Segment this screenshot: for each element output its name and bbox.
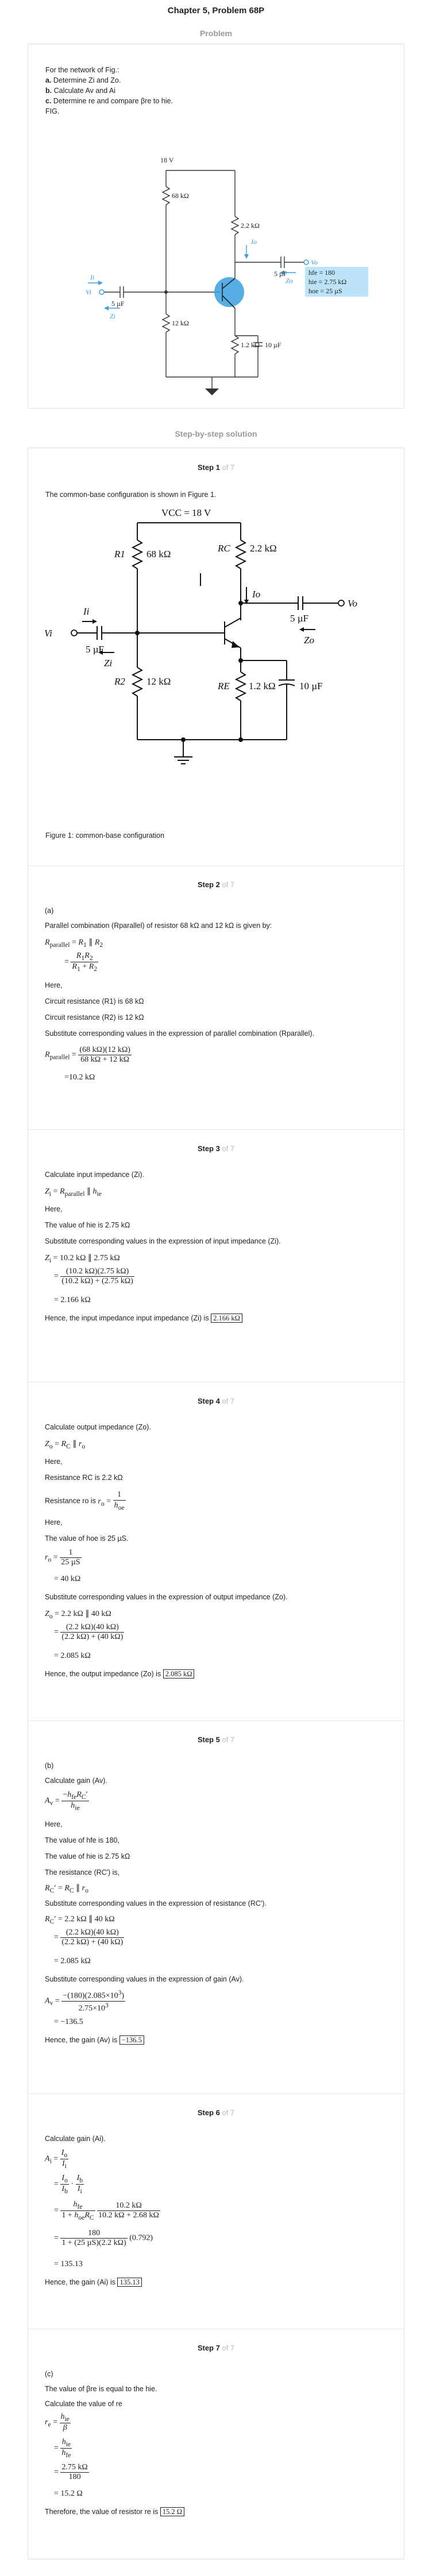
s1-vi: Vi	[44, 628, 52, 639]
eq-rparallel-frac: = $\frac{R_1R_2}{R_1 + R_2}$	[64, 951, 98, 973]
eq-zo-result: = 2.085 kΩ	[54, 1652, 91, 1660]
fig-re: 1.2 kΩ	[241, 341, 260, 349]
step-4-line-2: Resistance RC is 2.2 kΩ	[45, 1474, 123, 1482]
s1-ce: 10 µF	[299, 681, 323, 691]
problem-heading: Problem	[199, 29, 232, 38]
solution-heading: Step-by-step solution	[175, 429, 257, 438]
step-3-line-3: Substitute corresponding values in the expression of input impedance (Zi).	[45, 1237, 281, 1245]
step-5-line-1: Calculate gain (Av).	[45, 1777, 107, 1785]
s1-zi: Zi	[104, 658, 113, 669]
eq-rparallel-sub: $R_{parallel}$ = $\frac{(68 k\Omega)(12 k\Omega)}{68 k\Omega + 12 k\Omega}$	[45, 1046, 130, 1064]
step-2-title: Step 2 of 7	[197, 880, 235, 889]
s1-cin: 5 µF	[86, 644, 104, 655]
eq-ai-def: $A_i$ = $\frac{I_o}{I_i}$	[45, 2148, 68, 2170]
step-5-line-5: Substitute corresponding values in the expression of resistance (RC′).	[45, 1899, 267, 1907]
step-7	[28, 2329, 404, 2558]
eq-rparallel-result: =10.2 kΩ	[64, 1073, 95, 1082]
s1-rc-value: 2.2 kΩ	[250, 543, 277, 554]
zi-answer: 2.166 kΩ	[211, 1314, 242, 1323]
s1-vo: Vo	[348, 598, 357, 609]
fig-cout: 5 µF	[274, 270, 287, 278]
fig-param-hie: hie = 2.75 kΩ	[308, 278, 347, 286]
fig-zi: Zi	[110, 312, 116, 320]
part-b-text: Calculate Av and Ai	[53, 87, 116, 95]
fig-vo: Vo	[311, 258, 318, 266]
step-1-text: The common-base configuration is shown in Figure 1.	[45, 491, 217, 499]
fig-zo: Zo	[286, 277, 293, 285]
eq-ai-formula: = $\frac{h_{fe}}{1 + h_{oe}R_C}$ $\frac{10.2 k\Omega}{10.2 k\Omega + 2.68 k\Omega}$	[54, 2200, 159, 2221]
problem-fig-label: FIG.	[45, 107, 60, 115]
step-4-line-4: The value of hoe is 25 µS.	[45, 1534, 129, 1543]
step-5	[28, 1720, 404, 2093]
fig-param-hoe: hoe = 25 µS	[308, 287, 342, 295]
step-3-here: Here,	[45, 1205, 63, 1213]
eq-zi-sub: $Z_i = 10.2$ kΩ ∥ 2.75 kΩ	[45, 1254, 120, 1264]
zo-answer: 2.085 kΩ	[163, 1669, 195, 1679]
step-4-line-5: Substitute corresponding values in the expression of output impedance (Zo).	[45, 1593, 288, 1601]
s1-re-value: 1.2 kΩ	[249, 681, 276, 691]
step-2-line-3: Circuit resistance (R2) is 12 kΩ	[45, 1013, 144, 1021]
problem-circuit	[28, 44, 405, 409]
eq-re-frac: = $\frac{h_{ie}}{h_{fe}}$	[54, 2438, 71, 2459]
step-6-line-1: Calculate gain (Ai).	[45, 2135, 106, 2143]
s1-r1: R1	[114, 549, 125, 560]
fig-r2: 12 kΩ	[172, 319, 189, 327]
fig-vi: Vi	[86, 288, 91, 296]
step-1-circuit	[28, 500, 405, 810]
step-2-here: Here,	[45, 981, 63, 989]
eq-zi-frac: = $\frac{(10.2 k\Omega)(2.75 k\Omega)}{(10.2 k\Omega) + (2.75 k\Omega)}$	[54, 1267, 133, 1285]
fig-ii: Ii	[90, 273, 95, 281]
s1-r2: R2	[114, 676, 125, 687]
page-title: Chapter 5, Problem 68P	[167, 6, 265, 15]
eq-zo-frac: = $\frac{(2.2 k\Omega)(40 k\Omega)}{(2.2 k\Omega) + (40 k\Omega)}$	[54, 1623, 124, 1641]
step-6	[28, 2093, 404, 2329]
eq-zo-sub: $Z_o = 2.2$ kΩ ∥ 40 kΩ	[45, 1610, 111, 1620]
eq-re-def: $r_e$ = $\frac{h_{ie}}{\beta}$	[45, 2412, 70, 2432]
step-4-title: Step 4 of 7	[197, 1397, 235, 1405]
s1-cout: 5 µF	[290, 613, 308, 624]
s1-r1-value: 68 kΩ	[146, 549, 171, 560]
eq-re-result: = 15.2 Ω	[54, 2489, 83, 2498]
part-a-text: Determine Zi and Zo.	[53, 76, 121, 84]
step-4-here-2: Here,	[45, 1518, 63, 1526]
step-7-line-2: Calculate the value of re	[45, 2400, 122, 2408]
s1-r2-value: 12 kΩ	[146, 676, 171, 687]
eq-re-sub: = $\frac{2.75 k\Omega}{180}$	[54, 2463, 88, 2481]
step-2-line-2: Circuit resistance (R1) is 68 kΩ	[45, 997, 144, 1005]
step-4-line-1: Calculate output impedance (Zo).	[45, 1423, 151, 1431]
step-5-line-2: The value of hfe is 180,	[45, 1836, 119, 1844]
eq-rc-sub: $R_C' = 2.2$ kΩ ∥ 40 kΩ	[45, 1915, 115, 1925]
s1-ii: Ii	[83, 606, 90, 617]
s1-rc: RC	[218, 543, 230, 554]
s1-io: Io	[252, 589, 261, 600]
step-6-title: Step 6 of 7	[197, 2108, 235, 2117]
eq-av-def: $A_v$ = $\frac{-h_{fe}R_C'}{h_{ie}}$	[45, 1790, 88, 1812]
fig-rc: 2.2 kΩ	[241, 222, 260, 230]
step-2-line-1: Parallel combination (Rparallel) of resistor 68 kΩ and 12 kΩ is given by:	[45, 922, 272, 930]
fig-io: Io	[251, 238, 257, 246]
s1-vcc: VCC = 18 V	[161, 507, 211, 518]
fig-cin: 5 µF	[111, 300, 125, 308]
step-4-final: Hence, the output impedance (Zo) is 2.085 kΩ	[45, 1669, 194, 1679]
eq-ai-sub: = $\frac{180}{\text{1 + (25 µS)(2.2 kΩ)}}$ (0.792)	[54, 2229, 153, 2247]
fig-vcc: 18 V	[160, 156, 174, 164]
eq-ro-sub: $r_o$ = $\frac{1}{\text{25 µS}}$	[45, 1548, 80, 1567]
step-4-line-3: Resistance ro is $r_o$ = $\frac{1}{h_{oe}}$	[45, 1490, 125, 1512]
step-7-title: Step 7 of 7	[197, 2344, 235, 2352]
eq-ai-result: = 135.13	[54, 2260, 83, 2268]
step-3-line-2: The value of hie is 2.75 kΩ	[45, 1221, 130, 1229]
step-4-here: Here,	[45, 1458, 63, 1466]
eq-ro-result: = 40 kΩ	[54, 1575, 81, 1583]
eq-zi-result: = 2.166 kΩ	[54, 1296, 91, 1304]
step-3-line-1: Calculate input impedance (Zi).	[45, 1171, 144, 1179]
av-answer: −136.5	[119, 2035, 144, 2045]
part-a-label: a.	[45, 76, 52, 84]
step-3-final: Hence, the input impedance input impedance (Zi) is 2.166 kΩ	[45, 1313, 242, 1323]
fig-r1: 68 kΩ	[172, 192, 189, 200]
ai-answer: 135.13	[117, 2278, 141, 2287]
step-5-final: Hence, the gain (Av) is −136.5	[45, 2035, 144, 2045]
step-3	[28, 1129, 404, 1382]
part-c-label: c.	[45, 97, 52, 105]
step-7-final: Therefore, the value of resistor re is 15.2 Ω	[45, 2507, 184, 2517]
step-5-line-3: The value of hie is 2.75 kΩ	[45, 1852, 130, 1860]
eq-av-sub: $A_v$ = $\frac{-(180)(2.085\times 10^3)}{2.75\times 10^3}$	[45, 1989, 125, 2013]
step-2	[28, 865, 404, 1129]
step-2-part: (a)	[45, 907, 54, 915]
step-5-line-6: Substitute corresponding values in the expression of gain (Av).	[45, 1975, 244, 1983]
step-5-line-4: The resistance (RC′) is,	[45, 1868, 120, 1876]
step-7-line-1: The value of βre is equal to the hie.	[45, 2385, 157, 2393]
step-1-title: Step 1 of 7	[197, 463, 235, 472]
problem-card	[28, 44, 404, 409]
step-7-part: (c)	[45, 2370, 53, 2378]
part-c-text: Determine re and compare βre to hie.	[53, 97, 173, 105]
step-5-here: Here,	[45, 1820, 63, 1828]
step-2-line-4: Substitute corresponding values in the expression of parallel combination (Rparallel).	[45, 1029, 315, 1038]
fig-ce: 10 µF	[265, 341, 281, 349]
eq-zi-def: $Z_i = R_{parallel}$ ∥ $h_{ie}$	[45, 1187, 102, 1198]
eq-ai-expand: = $\frac{I_o}{I_b}$ · $\frac{I_b}{I_i}$	[54, 2174, 83, 2195]
step-4	[28, 1382, 404, 1720]
step-6-final: Hence, the gain (Ai) is 135.13	[45, 2277, 142, 2287]
eq-rparallel-def: $R_{parallel} = R_1$ ∥ $R_2$	[45, 938, 103, 949]
step-5-title: Step 5 of 7	[197, 1735, 235, 1744]
problem-line-1: For the network of Fig.:	[45, 66, 119, 74]
step-5-part: (b)	[45, 1762, 54, 1770]
step-1-caption: Figure 1: common-base configuration	[45, 832, 165, 840]
eq-rc-frac: = $\frac{(2.2 k\Omega)(40 k\Omega)}{(2.2 k\Omega) + (40 k\Omega)}$	[54, 1928, 124, 1946]
eq-rc-def: $R_C' = R_C$ ∥ $r_o$	[45, 1884, 88, 1894]
re-answer: 15.2 Ω	[160, 2507, 184, 2516]
eq-rc-result: = 2.085 kΩ	[54, 1957, 91, 1965]
s1-re: RE	[218, 681, 230, 691]
part-b-label: b.	[45, 87, 52, 95]
fig-param-hfe: hfe = 180	[308, 269, 335, 277]
step-3-title: Step 3 of 7	[197, 1144, 235, 1153]
s1-zo: Zo	[304, 635, 314, 646]
eq-zo-def: $Z_o = R_C$ ∥ $r_o$	[45, 1440, 86, 1450]
eq-av-result: = −136.5	[54, 2018, 83, 2026]
